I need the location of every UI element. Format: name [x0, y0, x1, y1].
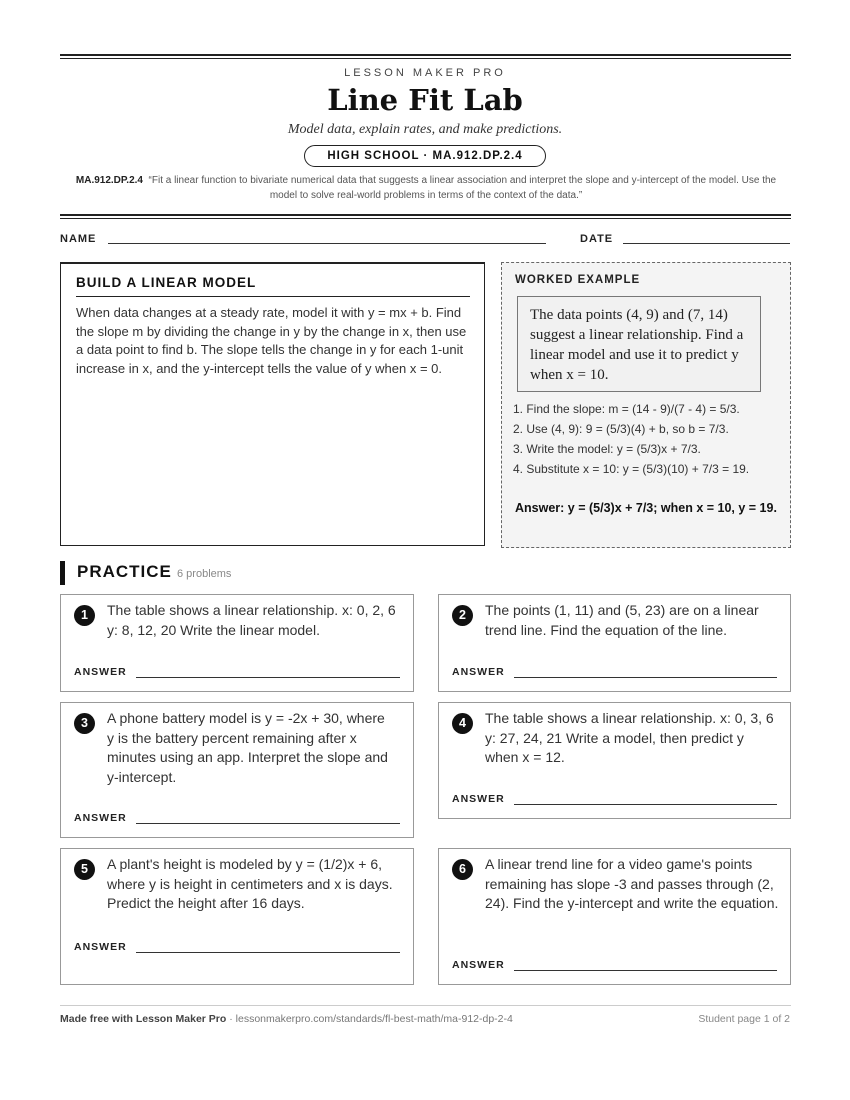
- worked-example-step: 1. Find the slope: m = (14 - 9)/(7 - 4) = 5/3.: [513, 402, 740, 416]
- linear-model-box: [60, 262, 485, 546]
- answer-label: ANSWER: [452, 666, 505, 678]
- worked-example-heading: WORKED EXAMPLE: [515, 274, 641, 286]
- footer-page-number: Student page 1 of 2: [698, 1013, 790, 1025]
- linear-model-heading: BUILD A LINEAR MODEL: [76, 275, 470, 297]
- footer-made-with: Made free with Lesson Maker Pro: [60, 1013, 227, 1025]
- worked-example-answer: Answer: y = (5/3)x + 7/3; when x = 10, y = 19.: [515, 501, 777, 515]
- footer-credit: [60, 1013, 513, 1025]
- worked-example-step: 3. Write the model: y = (5/3)x + 7/3.: [513, 442, 701, 456]
- worked-example-steps: [513, 400, 779, 480]
- problem-text: The points (1, 11) and (5, 23) are on a linear trend line. Find the equation of the line.: [485, 602, 759, 638]
- footer-rule: [60, 1005, 791, 1006]
- top-double-rule: [60, 54, 791, 59]
- header-bottom-double-rule: [60, 214, 791, 219]
- page-title: Line Fit Lab: [327, 83, 523, 117]
- problem-number: 5: [74, 859, 95, 880]
- standard-description: [62, 173, 790, 203]
- problem-text: A phone battery model is y = -2x + 30, where y is the battery percent remaining after x minutes using an app. Interpret the slope and y-intercept.: [107, 710, 388, 785]
- problem-text: A plant's height is modeled by y = (1/2)x + 6, where y is height in centimeters and x is days. Predict the height after 16 days.: [107, 856, 393, 911]
- worked-example-step: 2. Use (4, 9): 9 = (5/3)(4) + b, so b = 7/3.: [513, 422, 729, 436]
- problem-number: 1: [74, 605, 95, 626]
- problem-number: 4: [452, 713, 473, 734]
- brand-name: LESSON MAKER PRO: [344, 67, 506, 79]
- answer-label: ANSWER: [74, 812, 127, 824]
- practice-accent-bar: [60, 561, 65, 585]
- problem-text: The table shows a linear relationship. x: 0, 2, 6 y: 8, 12, 20 Write the linear model.: [107, 602, 396, 638]
- standard-code: MA.912.DP.2.4: [75, 175, 143, 186]
- answer-label: ANSWER: [452, 959, 505, 971]
- problem-text: The table shows a linear relationship. x: 0, 3, 6 y: 27, 24, 21 Write a model, then predict y when x = 12.: [485, 710, 774, 765]
- problem-number: 2: [452, 605, 473, 626]
- linear-model-body: When data changes at a steady rate, model it with y = mx + b. Find the slope m by dividing the change in y by the change in x, then use a data point to find b. The slope tells the change in y for each 1-unit increase in x, and the y-intercept tells the value of y when x = 0.: [76, 305, 467, 376]
- problem-card-6: [438, 848, 791, 985]
- worked-example-box: [501, 262, 791, 548]
- answer-field[interactable]: [514, 677, 777, 678]
- problem-number: 3: [74, 713, 95, 734]
- practice-count: 6 problems: [177, 568, 232, 580]
- answer-field[interactable]: [136, 952, 400, 953]
- answer-label: ANSWER: [452, 793, 505, 805]
- date-label: DATE: [580, 233, 614, 245]
- standard-text: “Fit a linear function to bivariate numerical data that suggests a linear association and interpret the slope and y-intercept of the model. Use the model to solve real-world problems in terms of the context of the data.”: [148, 175, 777, 201]
- answer-field[interactable]: [514, 970, 777, 971]
- problem-card-2: [438, 594, 791, 692]
- problem-number: 6: [452, 859, 473, 880]
- footer-url[interactable]: · lessonmakerpro.com/standards/fl-best-math/ma-912-dp-2-4: [226, 1013, 513, 1025]
- answer-label: ANSWER: [74, 941, 127, 953]
- problem-card-1: [60, 594, 414, 692]
- worked-example-step: 4. Substitute x = 10: y = (5/3)(10) + 7/3 = 19.: [513, 462, 750, 476]
- problem-card-5: [60, 848, 414, 985]
- answer-label: ANSWER: [74, 666, 127, 678]
- answer-field[interactable]: [136, 823, 400, 824]
- practice-heading: PRACTICE: [77, 562, 172, 581]
- problem-card-4: [438, 702, 791, 819]
- grade-standard-badge: HIGH SCHOOL · MA.912.DP.2.4: [304, 145, 546, 167]
- problem-text: A linear trend line for a video game's points remaining has slope -3 and passes through (2, 24). Find the y-intercept and write the equation.: [485, 856, 779, 911]
- answer-field[interactable]: [136, 677, 400, 678]
- page-subtitle: Model data, explain rates, and make predictions.: [287, 122, 563, 137]
- name-field[interactable]: [108, 243, 546, 244]
- worked-example-problem: The data points (4, 9) and (7, 14) suggest a linear relationship. Find a linear model and use it to predict y when x = 10.: [517, 296, 761, 392]
- date-field[interactable]: [623, 243, 790, 244]
- name-label: NAME: [60, 233, 97, 245]
- answer-field[interactable]: [514, 804, 777, 805]
- problem-card-3: [60, 702, 414, 838]
